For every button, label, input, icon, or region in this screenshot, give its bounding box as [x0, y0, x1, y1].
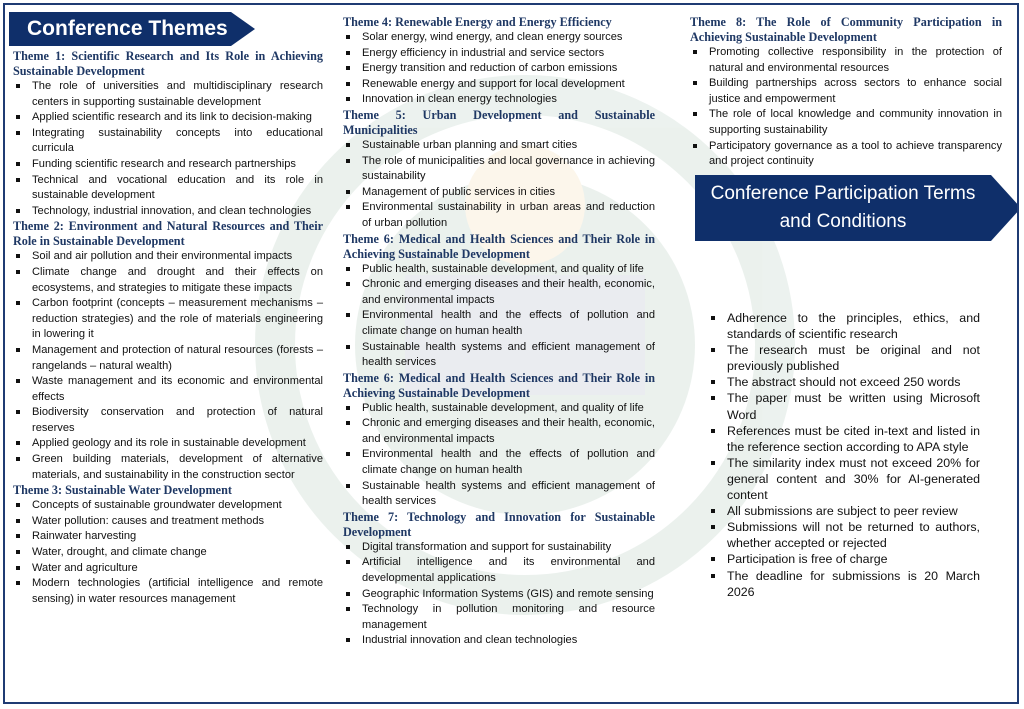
- theme-item: Rainwater harvesting: [13, 529, 323, 545]
- theme-items: [13, 498, 323, 607]
- theme-item: Green building materials, development of alternative materials, and sustainability in the construction sector: [13, 452, 323, 483]
- theme-title: Theme 6: Medical and Health Sciences and Their Role in Achieving Sustainable Development: [343, 231, 655, 261]
- theme-item: Chronic and emerging diseases and their health, economic, and environmental impacts: [343, 277, 655, 308]
- theme-item: Participatory governance as a tool to achieve transparency and project continuity: [690, 139, 1002, 170]
- theme-item: Carbon footprint (concepts – measurement mechanisms – reduction strategies) and the role of materials engineering in lowering it: [13, 296, 323, 343]
- theme-item: Management and protection of natural resources (forests – rangelands – natural wealth): [13, 343, 323, 374]
- theme-item: Building partnerships across sectors to enhance social justice and empowerment: [690, 76, 1002, 107]
- theme-item: Concepts of sustainable groundwater development: [13, 498, 323, 514]
- term-item: All submissions are subject to peer review: [705, 503, 980, 519]
- theme-title: Theme 6: Medical and Health Sciences and Their Role in Achieving Sustainable Development: [343, 370, 655, 400]
- theme-item: Geographic Information Systems (GIS) and remote sensing: [343, 587, 655, 603]
- theme-item: Public health, sustainable development, and quality of life: [343, 262, 655, 278]
- theme-item: Modern technologies (artificial intelligence and remote sensing) in water resources management: [13, 576, 323, 607]
- theme-item: Solar energy, wind energy, and clean energy sources: [343, 30, 655, 46]
- theme-item: Integrating sustainability concepts into educational curricula: [13, 126, 323, 157]
- theme-title: Theme 4: Renewable Energy and Energy Efficiency: [343, 15, 612, 29]
- theme-item: Water pollution: causes and treatment methods: [13, 514, 323, 530]
- theme-items: [343, 30, 655, 108]
- theme-item: Management of public services in cities: [343, 185, 655, 201]
- theme-item: Sustainable health systems and efficient management of health services: [343, 479, 655, 510]
- theme-item: Chronic and emerging diseases and their health, economic, and environmental impacts: [343, 416, 655, 447]
- theme-item: Sustainable urban planning and smart cities: [343, 138, 655, 154]
- term-item: The deadline for submissions is 20 March 2026: [705, 568, 980, 600]
- term-item: References must be cited in-text and listed in the reference section according to APA style: [705, 423, 980, 455]
- theme-item: Energy transition and reduction of carbon emissions: [343, 61, 655, 77]
- theme-item: Renewable energy and support for local development: [343, 77, 655, 93]
- theme-item: The role of universities and multidisciplinary research centers in supporting sustainable development: [13, 79, 323, 110]
- participation-terms-header: Conference Participation Terms and Conditions: [695, 175, 991, 241]
- page-frame: [3, 3, 1019, 704]
- theme-item: Environmental health and the effects of pollution and climate change on human health: [343, 447, 655, 478]
- theme-item: Sustainable health systems and efficient management of health services: [343, 340, 655, 371]
- theme-item: Climate change and drought and their effects on ecosystems, and strategies to mitigate these impacts: [13, 265, 323, 296]
- theme-item: Funding scientific research and research partnerships: [13, 157, 323, 173]
- theme-items: [690, 45, 1002, 170]
- theme-item: Public health, sustainable development, and quality of life: [343, 401, 655, 417]
- theme-item: The role of municipalities and local governance in achieving sustainability: [343, 154, 655, 185]
- theme-item: Technology in pollution monitoring and resource management: [343, 602, 655, 633]
- terms-list: [705, 310, 980, 600]
- theme-title: Theme 3: Sustainable Water Development: [13, 483, 232, 498]
- theme-items: [343, 401, 655, 510]
- theme-item: Water and agriculture: [13, 561, 323, 577]
- theme-item: Promoting collective responsibility in the protection of natural and environmental resources: [690, 45, 1002, 76]
- theme-title: Theme 5: Urban Development and Sustainable Municipalities: [343, 107, 655, 137]
- theme-item: Industrial innovation and clean technologies: [343, 633, 655, 649]
- term-item: The paper must be written using Microsoft Word: [705, 390, 980, 422]
- term-item: The similarity index must not exceed 20% for general content and 30% for AI-generated content: [705, 455, 980, 503]
- theme-items: [343, 138, 655, 232]
- term-item: The research must be original and not previously published: [705, 342, 980, 374]
- theme-item: Environmental sustainability in urban areas and reduction of urban pollution: [343, 200, 655, 231]
- theme-item: Soil and air pollution and their environmental impacts: [13, 249, 323, 265]
- theme-item: Artificial intelligence and its environmental and developmental applications: [343, 555, 655, 586]
- theme-items: [13, 249, 323, 483]
- theme-item: Technical and vocational education and its role in sustainable development: [13, 173, 323, 204]
- theme-item: Energy efficiency in industrial and service sectors: [343, 46, 655, 62]
- theme-item: Biodiversity conservation and protection of natural reserves: [13, 405, 323, 436]
- theme-title: Theme 2: Environment and Natural Resources and Their Role in Sustainable Development: [13, 219, 323, 249]
- conference-themes-header: Conference Themes: [9, 12, 231, 46]
- term-item: Submissions will not be returned to authors, whether accepted or rejected: [705, 519, 980, 551]
- theme-title: Theme 1: Scientific Research and Its Role in Achieving Sustainable Development: [13, 49, 323, 78]
- theme-item: Technology, industrial innovation, and clean technologies: [13, 204, 323, 220]
- themes-column-1: [13, 49, 323, 607]
- themes-column-2: [343, 15, 655, 649]
- term-item: Adherence to the principles, ethics, and standards of scientific research: [705, 310, 980, 342]
- theme-item: Innovation in clean energy technologies: [343, 92, 655, 108]
- theme-title: Theme 7: Technology and Innovation for Sustainable Development: [343, 509, 655, 539]
- theme-item: Water, drought, and climate change: [13, 545, 323, 561]
- term-item: Participation is free of charge: [705, 551, 980, 567]
- themes-column-3: [690, 15, 1002, 170]
- theme-item: Applied geology and its role in sustainable development: [13, 436, 323, 452]
- theme-item: The role of local knowledge and community innovation in supporting sustainability: [690, 107, 1002, 138]
- theme-items: [13, 79, 323, 219]
- theme-item: Environmental health and the effects of pollution and climate change on human health: [343, 308, 655, 339]
- theme-items: [343, 540, 655, 649]
- theme-item: Applied scientific research and its link to decision-making: [13, 110, 323, 126]
- theme-item: Digital transformation and support for sustainability: [343, 540, 655, 556]
- theme-title: Theme 8: The Role of Community Participation in Achieving Sustainable Development: [690, 15, 1002, 44]
- theme-item: Waste management and its economic and environmental effects: [13, 374, 323, 405]
- theme-items: [343, 262, 655, 371]
- term-item: The abstract should not exceed 250 words: [705, 374, 980, 390]
